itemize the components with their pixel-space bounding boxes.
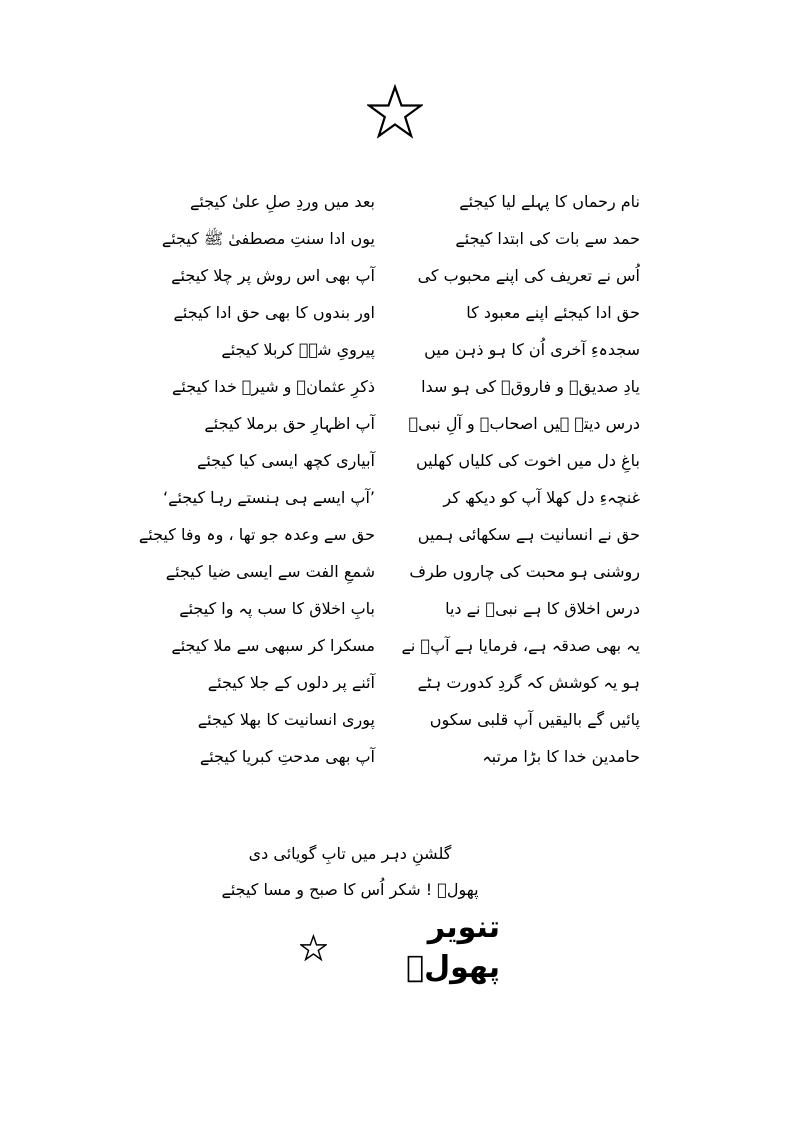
misra-second: شمعِ الفت سے ایسی ضیا کیجئے: [165, 562, 375, 581]
misra-first: روشنی ہو محبت کی چاروں طرف: [409, 562, 640, 581]
misra-first: درس دیتے ہیں اصحابؓ و آلِ نبیؐ: [408, 414, 640, 433]
misra-second: یوں ادا سنتِ مصطفیٰ ﷺ کیجئے: [161, 229, 375, 248]
couplet: [160, 375, 640, 412]
misra-first: ہو یہ کوشش کہ گردِ کدورت ہٹے: [417, 673, 640, 692]
misra-first: سجدہءِ آخری اُن کا ہو ذہن میں: [424, 340, 640, 359]
couplet: [160, 708, 640, 745]
misra-first: حامدین خدا کا بڑا مرتبہ: [482, 747, 640, 766]
signature: [300, 910, 500, 985]
misra-second: حق سے وعدہ جو تھا ، وہ وفا کیجئے: [138, 525, 375, 544]
misra-first: حق ادا کیجئے اپنے معبود کا: [466, 303, 640, 322]
couplet: [138, 523, 640, 560]
misra-first: یہ بھی صدقہ ہے، فرمایا ہے آپؐ نے: [401, 636, 640, 655]
misra-second: آئنے پر دلوں کے جلا کیجئے: [207, 673, 375, 692]
misra-second: آپ اظہارِ حق برملا کیجئے: [204, 414, 375, 433]
misra-second: بعد میں وردِ صلِ علیٰ کیجئے: [189, 192, 375, 211]
poem: [138, 190, 640, 782]
misra-second: اور بندوں کا بھی حق ادا کیجئے: [173, 303, 375, 322]
misra-second: آبیاری کچھ ایسی کیا کیجئے: [196, 451, 375, 470]
misra-second: پیرویِ شہؓ کربلا کیجئے: [221, 340, 375, 359]
couplet: [160, 412, 640, 449]
misra-second: مسکرا کر سبھی سے ملا کیجئے: [171, 636, 375, 655]
couplet: [160, 597, 640, 634]
misra-second: پوری انسانیت کا بھلا کیجئے: [197, 710, 375, 729]
couplet: [160, 745, 640, 782]
misra-first: پائیں گے بالیقیں آپ قلبی سکوں: [429, 710, 640, 729]
misra-first: باغِ دل میں اخوت کی کلیاں کھلیں: [416, 451, 640, 470]
couplet: [160, 486, 640, 523]
couplet: [160, 227, 640, 264]
couplet: [160, 560, 640, 597]
couplet: [160, 338, 640, 375]
closing-line-2: پھولؔ ! شکر اُس کا صبح و مسا کیجئے: [221, 880, 479, 899]
misra-first: حمد سے بات کی ابتدا کیجئے: [455, 229, 640, 248]
couplet: [160, 449, 640, 486]
misra-second: آپ بھی مدحتِ کبریا کیجئے: [199, 747, 375, 766]
misra-first: یادِ صدیقؓ و فاروقؓ کی ہو سدا: [421, 377, 640, 396]
couplet: [160, 190, 640, 227]
couplet: [160, 301, 640, 338]
couplet: [160, 264, 640, 301]
misra-second: بابِ اخلاق کا سب پہ وا کیجئے: [179, 599, 375, 618]
misra-first: نام رحماں کا پہلے لیا کیجئے: [459, 192, 640, 211]
misra-second: ذکرِ عثمانؓ و شیرؓ خدا کیجئے: [172, 377, 375, 396]
closing-line-1: گلشنِ دہر میں تابِ گویائی دی: [248, 844, 452, 863]
couplet: [160, 634, 640, 671]
misra-first: غنچہءِ دل کھلا آپ کو دیکھ کر: [443, 488, 640, 507]
star-icon: [300, 934, 327, 962]
misra-first: اُس نے تعریف کی اپنے محبوب کی: [417, 266, 640, 285]
misra-second: ’آپ ایسے ہی ہنستے رہا کیجئے‘: [163, 488, 375, 507]
misra-second: آپ بھی اس روش پر چلا کیجئے: [171, 266, 375, 285]
star-icon: [367, 84, 423, 140]
misra-first: حق نے انسانیت ہے سکھائی ہمیں: [417, 525, 640, 544]
poet-name: تنویر پھولؔ: [406, 910, 500, 985]
couplet: [160, 671, 640, 708]
misra-first: درس اخلاق کا ہے نبیؐ نے دیا: [445, 599, 640, 618]
